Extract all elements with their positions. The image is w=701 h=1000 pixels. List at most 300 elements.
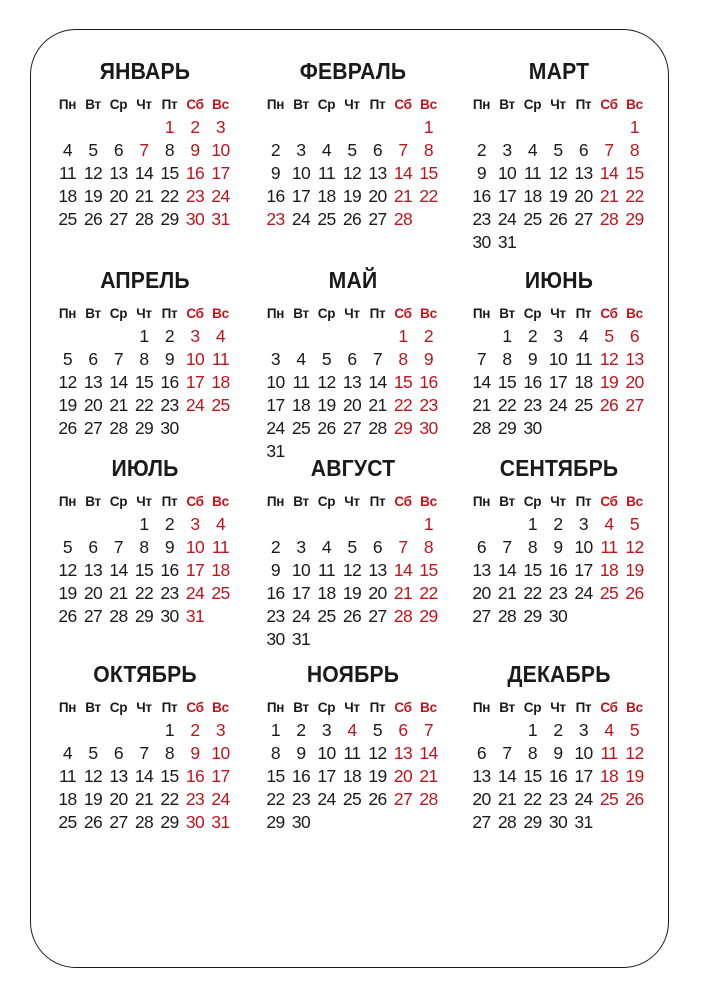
- day-cell-holiday: 2: [423, 326, 434, 346]
- weekday-label: Вт: [293, 97, 309, 112]
- day-cell: 19: [83, 186, 103, 206]
- day-cell-holiday: 17: [211, 163, 230, 183]
- day-cell: 19: [83, 789, 103, 809]
- weekday-label: Пт: [575, 306, 592, 321]
- day-cell: 22: [160, 186, 179, 206]
- day-cell-holiday: 17: [211, 766, 230, 786]
- day-cell: 14: [497, 766, 517, 786]
- day-cell-holiday: 7: [398, 537, 408, 557]
- day-cell: 2: [164, 326, 175, 346]
- day-cell: 9: [553, 743, 563, 763]
- week-row: [263, 208, 443, 231]
- day-cell: 14: [109, 560, 128, 580]
- week-row: [263, 139, 443, 162]
- day-cell-holiday: 10: [211, 743, 230, 763]
- day-cell-holiday: 26: [599, 395, 619, 415]
- week-row: [469, 394, 649, 417]
- day-cell: 8: [527, 743, 538, 763]
- month-title: ЯНВАРЬ: [99, 58, 191, 84]
- day-cell: 30: [548, 606, 568, 626]
- day-cell: 18: [317, 186, 336, 206]
- day-cell-holiday: 20: [625, 372, 644, 392]
- day-cell-holiday: 8: [398, 349, 408, 369]
- day-cell-holiday: 19: [599, 372, 619, 392]
- day-cell: 17: [574, 766, 593, 786]
- day-cell: 15: [134, 560, 154, 580]
- weekday-label: Вс: [212, 97, 229, 112]
- weekday-label: Вс: [420, 700, 437, 715]
- week-row: [469, 231, 649, 254]
- day-cell: 25: [317, 606, 336, 626]
- day-cell: 18: [58, 186, 77, 206]
- day-cell: 1: [270, 720, 281, 740]
- day-cell: 26: [342, 606, 362, 626]
- weekday-label: Пт: [369, 97, 386, 112]
- weekday-label: Ср: [109, 97, 128, 112]
- day-cell-holiday: 2: [190, 117, 200, 137]
- day-cell: 12: [58, 372, 77, 392]
- day-cell: 13: [83, 560, 103, 580]
- weekday-label: Пн: [266, 306, 285, 321]
- week-row: [263, 417, 443, 440]
- month-grid: [263, 303, 443, 463]
- day-cell: 13: [368, 560, 387, 580]
- day-cell-holiday: 1: [398, 326, 408, 346]
- day-cell: 6: [578, 140, 589, 160]
- month-grid: [55, 303, 235, 440]
- week-row: [263, 719, 443, 742]
- weekday-label: Чт: [136, 700, 152, 715]
- day-cell: 2: [553, 514, 563, 534]
- month-title: ИЮНЬ: [524, 267, 594, 293]
- day-cell: 19: [342, 583, 362, 603]
- day-cell: 10: [266, 372, 285, 392]
- weekday-label: Пн: [58, 494, 77, 509]
- day-cell: 16: [266, 186, 285, 206]
- day-cell: 27: [109, 812, 128, 832]
- day-cell-holiday: 21: [419, 766, 438, 786]
- day-cell-holiday: 29: [393, 418, 413, 438]
- day-cell: 13: [472, 766, 491, 786]
- day-cell: 16: [266, 583, 285, 603]
- day-cell: 28: [472, 418, 491, 438]
- day-cell-holiday: 14: [419, 743, 438, 763]
- day-cell: 18: [342, 766, 362, 786]
- day-cell: 20: [472, 583, 491, 603]
- day-cell: 14: [134, 766, 154, 786]
- weekday-label: Вс: [626, 700, 643, 715]
- day-cell: 7: [502, 743, 512, 763]
- weekday-label: Пн: [472, 494, 491, 509]
- weekday-label: Пн: [472, 700, 491, 715]
- day-cell-holiday: 15: [393, 372, 413, 392]
- week-row: [55, 325, 235, 348]
- day-cell-holiday: 31: [211, 812, 230, 832]
- week-row: [469, 417, 649, 440]
- weekday-label: Сб: [186, 494, 204, 509]
- week-row: [469, 116, 649, 139]
- weekday-label: Вт: [499, 306, 515, 321]
- day-cell: 11: [343, 743, 361, 763]
- day-cell-holiday: 20: [393, 766, 413, 786]
- day-cell: 13: [109, 163, 128, 183]
- day-cell-holiday: 5: [629, 720, 640, 740]
- day-cell: 3: [270, 349, 281, 369]
- week-row: [263, 765, 443, 788]
- day-cell-holiday: 2: [190, 720, 200, 740]
- day-cell: 20: [109, 186, 128, 206]
- day-cell-holiday: 31: [185, 606, 205, 626]
- day-cell: 23: [160, 583, 179, 603]
- day-cell: 11: [292, 372, 310, 392]
- week-row: [263, 788, 443, 811]
- day-cell: 24: [548, 395, 568, 415]
- month-grid: [55, 697, 235, 834]
- day-cell-holiday: 22: [393, 395, 413, 415]
- day-cell: 6: [476, 537, 487, 557]
- day-cell: 9: [270, 560, 281, 580]
- weekday-label: Чт: [136, 306, 152, 321]
- day-cell: 17: [266, 395, 285, 415]
- weekday-header: [55, 697, 235, 719]
- weekday-label: Ср: [523, 494, 542, 509]
- day-cell-holiday: 3: [190, 514, 200, 534]
- day-cell: 18: [58, 789, 77, 809]
- day-cell-holiday: 12: [599, 349, 619, 369]
- month-title: МАРТ: [528, 58, 590, 84]
- day-cell: 27: [83, 606, 103, 626]
- day-cell: 26: [58, 606, 77, 626]
- day-cell: 29: [134, 418, 154, 438]
- day-cell: 22: [160, 789, 179, 809]
- day-cell: 18: [574, 372, 593, 392]
- week-row: [469, 513, 649, 536]
- day-cell: 6: [88, 537, 98, 557]
- day-cell: 7: [139, 743, 149, 763]
- day-cell: 19: [342, 186, 362, 206]
- weekday-label: Ср: [109, 494, 128, 509]
- day-cell: 16: [548, 766, 568, 786]
- day-cell: 12: [83, 163, 103, 183]
- week-row: [469, 162, 649, 185]
- day-cell: 30: [160, 606, 179, 626]
- day-cell-holiday: 29: [625, 209, 644, 229]
- day-cell: 8: [164, 743, 175, 763]
- weekday-label: Ср: [317, 306, 336, 321]
- weekday-label: Вс: [420, 97, 437, 112]
- day-cell: 1: [527, 720, 538, 740]
- weekday-label: Ср: [317, 97, 336, 112]
- day-cell-holiday: 7: [139, 140, 149, 160]
- month-grid: [469, 491, 649, 628]
- weekday-label: Пн: [472, 306, 491, 321]
- weekday-label: Чт: [344, 700, 360, 715]
- weekday-label: Пн: [266, 700, 285, 715]
- day-cell: 28: [497, 812, 517, 832]
- day-cell: 4: [527, 140, 538, 160]
- weekday-label: Пт: [369, 306, 386, 321]
- weekday-label: Сб: [186, 306, 204, 321]
- day-cell: 9: [164, 349, 175, 369]
- day-cell: 6: [476, 743, 487, 763]
- day-cell-holiday: 25: [211, 395, 230, 415]
- day-cell: 10: [574, 537, 593, 557]
- day-cell: 4: [62, 743, 73, 763]
- day-cell: 15: [497, 372, 517, 392]
- week-row: [55, 536, 235, 559]
- day-cell: 9: [553, 537, 563, 557]
- day-cell: 26: [58, 418, 77, 438]
- day-cell: 17: [548, 372, 568, 392]
- weekday-label: Ср: [317, 700, 336, 715]
- weekday-label: Ср: [109, 700, 128, 715]
- day-cell: 28: [109, 606, 128, 626]
- day-cell: 9: [164, 537, 175, 557]
- week-row: [55, 559, 235, 582]
- day-cell: 6: [113, 743, 124, 763]
- day-cell: 9: [476, 163, 487, 183]
- day-cell: 13: [574, 163, 593, 183]
- day-cell-holiday: 21: [393, 186, 413, 206]
- day-cell-holiday: 12: [625, 537, 644, 557]
- weekday-label: Вт: [293, 700, 309, 715]
- week-row: [263, 348, 443, 371]
- day-cell: 6: [88, 349, 98, 369]
- weekday-label: Чт: [344, 97, 360, 112]
- day-cell: 18: [523, 186, 542, 206]
- day-cell: 5: [372, 720, 383, 740]
- day-cell: 11: [59, 766, 76, 786]
- weekday-label: Вт: [499, 97, 515, 112]
- day-cell-holiday: 28: [599, 209, 619, 229]
- day-cell-holiday: 31: [211, 209, 230, 229]
- day-cell: 19: [548, 186, 568, 206]
- day-cell-holiday: 5: [604, 326, 614, 346]
- weekday-header: [263, 697, 443, 719]
- week-row: [55, 371, 235, 394]
- week-row: [469, 139, 649, 162]
- day-cell: 30: [266, 629, 285, 649]
- day-cell: 29: [160, 209, 179, 229]
- day-cell-holiday: 14: [599, 163, 619, 183]
- weekday-header: [55, 94, 235, 116]
- week-row: [469, 605, 649, 628]
- day-cell: 22: [523, 583, 542, 603]
- week-row: [263, 325, 443, 348]
- day-cell: 29: [266, 812, 285, 832]
- day-cell: 15: [160, 163, 179, 183]
- day-cell: 31: [291, 629, 311, 649]
- day-cell: 31: [266, 441, 285, 461]
- weekday-label: Пт: [575, 97, 592, 112]
- day-cell: 20: [109, 789, 128, 809]
- day-cell: 26: [83, 812, 103, 832]
- day-cell: 16: [472, 186, 491, 206]
- day-cell: 27: [342, 418, 362, 438]
- day-cell: 24: [574, 789, 593, 809]
- week-row: [263, 582, 443, 605]
- day-cell: 25: [574, 395, 593, 415]
- day-cell: 20: [368, 583, 387, 603]
- day-cell: 20: [368, 186, 387, 206]
- day-cell: 3: [296, 537, 306, 557]
- day-cell: 12: [317, 372, 336, 392]
- week-row: [55, 513, 235, 536]
- day-cell: 2: [164, 514, 175, 534]
- day-cell: 16: [160, 372, 179, 392]
- weekday-label: Вт: [85, 306, 101, 321]
- week-row: [263, 536, 443, 559]
- weekday-label: Сб: [394, 700, 412, 715]
- weekday-label: Вс: [626, 97, 643, 112]
- day-cell: 8: [527, 537, 538, 557]
- day-cell: 8: [139, 537, 149, 557]
- day-cell: 28: [368, 418, 387, 438]
- day-cell-holiday: 29: [419, 606, 438, 626]
- day-cell: 1: [139, 326, 149, 346]
- day-cell: 14: [134, 163, 154, 183]
- day-cell-holiday: 19: [625, 560, 644, 580]
- weekday-label: Пт: [369, 700, 386, 715]
- day-cell: 3: [578, 720, 589, 740]
- day-cell-holiday: 27: [393, 789, 413, 809]
- day-cell: 14: [497, 560, 517, 580]
- day-cell-holiday: 10: [185, 537, 205, 557]
- day-cell: 20: [342, 395, 362, 415]
- day-cell-holiday: 11: [600, 537, 618, 557]
- day-cell-holiday: 30: [185, 209, 205, 229]
- day-cell-holiday: 23: [185, 789, 205, 809]
- day-cell: 22: [134, 583, 154, 603]
- day-cell: 13: [109, 766, 128, 786]
- weekday-label: Вт: [499, 700, 515, 715]
- day-cell: 21: [368, 395, 387, 415]
- weekday-label: Сб: [600, 494, 618, 509]
- weekday-label: Чт: [344, 306, 360, 321]
- weekday-label: Сб: [600, 700, 618, 715]
- day-cell-holiday: 23: [419, 395, 438, 415]
- day-cell: 3: [578, 514, 589, 534]
- day-cell-holiday: 18: [599, 560, 619, 580]
- weekday-label: Вс: [212, 306, 229, 321]
- week-row: [55, 208, 235, 231]
- day-cell-holiday: 27: [625, 395, 644, 415]
- day-cell: 19: [317, 395, 336, 415]
- week-row: [469, 582, 649, 605]
- day-cell-holiday: 7: [604, 140, 614, 160]
- day-cell: 21: [134, 789, 154, 809]
- day-cell: 23: [160, 395, 179, 415]
- weekday-label: Сб: [600, 306, 618, 321]
- weekday-header: [263, 491, 443, 513]
- day-cell: 2: [270, 537, 281, 557]
- week-row: [263, 116, 443, 139]
- day-cell: 1: [139, 514, 149, 534]
- weekday-label: Вт: [85, 494, 101, 509]
- day-cell: 30: [160, 418, 179, 438]
- day-cell: 13: [83, 372, 103, 392]
- weekday-label: Вт: [499, 494, 515, 509]
- day-cell: 13: [472, 560, 491, 580]
- weekday-label: Чт: [550, 97, 566, 112]
- day-cell-holiday: 21: [599, 186, 619, 206]
- week-row: [55, 162, 235, 185]
- weekday-label: Вс: [420, 306, 437, 321]
- month-title: АВГУСТ: [310, 455, 396, 481]
- week-row: [263, 628, 443, 651]
- weekday-label: Вт: [293, 494, 309, 509]
- day-cell-holiday: 3: [215, 720, 226, 740]
- day-cell: 9: [527, 349, 538, 369]
- day-cell-holiday: 3: [190, 326, 200, 346]
- day-cell-holiday: 24: [185, 583, 205, 603]
- weekday-label: Пт: [161, 306, 178, 321]
- week-row: [469, 559, 649, 582]
- weekday-label: Сб: [394, 97, 412, 112]
- day-cell-holiday: 25: [599, 583, 619, 603]
- weekday-label: Пт: [369, 494, 386, 509]
- month-title: ОКТЯБРЬ: [93, 661, 197, 687]
- day-cell: 4: [296, 349, 306, 369]
- day-cell: 2: [270, 140, 281, 160]
- day-cell-holiday: 1: [629, 117, 640, 137]
- day-cell: 7: [502, 537, 512, 557]
- day-cell: 6: [372, 140, 383, 160]
- day-cell-holiday: 15: [625, 163, 644, 183]
- week-row: [55, 742, 235, 765]
- month-grid: [469, 303, 649, 440]
- week-row: [55, 605, 235, 628]
- day-cell: 24: [291, 606, 311, 626]
- week-row: [263, 742, 443, 765]
- day-cell-holiday: 1: [423, 117, 434, 137]
- day-cell: 21: [134, 186, 154, 206]
- day-cell-holiday: 15: [419, 163, 438, 183]
- day-cell: 29: [160, 812, 179, 832]
- day-cell: 24: [317, 789, 336, 809]
- day-cell: 29: [497, 418, 517, 438]
- weekday-label: Пт: [161, 97, 178, 112]
- day-cell: 11: [318, 560, 335, 580]
- day-cell-holiday: 13: [393, 743, 413, 763]
- day-cell: 25: [58, 812, 77, 832]
- day-cell: 1: [502, 326, 512, 346]
- day-cell: 18: [317, 583, 336, 603]
- day-cell: 29: [134, 606, 154, 626]
- day-cell: 25: [291, 418, 311, 438]
- month-grid: [263, 697, 443, 834]
- day-cell-holiday: 1: [423, 514, 434, 534]
- day-cell-holiday: 28: [419, 789, 438, 809]
- day-cell-holiday: 23: [185, 186, 205, 206]
- day-cell: 17: [497, 186, 517, 206]
- week-row: [469, 742, 649, 765]
- day-cell: 15: [160, 766, 179, 786]
- day-cell-holiday: 19: [625, 766, 644, 786]
- weekday-label: Сб: [186, 700, 204, 715]
- day-cell: 27: [109, 209, 128, 229]
- week-row: [263, 162, 443, 185]
- day-cell: 30: [472, 232, 491, 252]
- day-cell: 21: [109, 395, 128, 415]
- week-row: [469, 811, 649, 834]
- day-cell-holiday: 28: [393, 606, 413, 626]
- day-cell: 12: [83, 766, 103, 786]
- day-cell: 5: [88, 743, 98, 763]
- day-cell-holiday: 8: [423, 140, 434, 160]
- day-cell: 11: [575, 349, 592, 369]
- day-cell-holiday: 14: [393, 163, 413, 183]
